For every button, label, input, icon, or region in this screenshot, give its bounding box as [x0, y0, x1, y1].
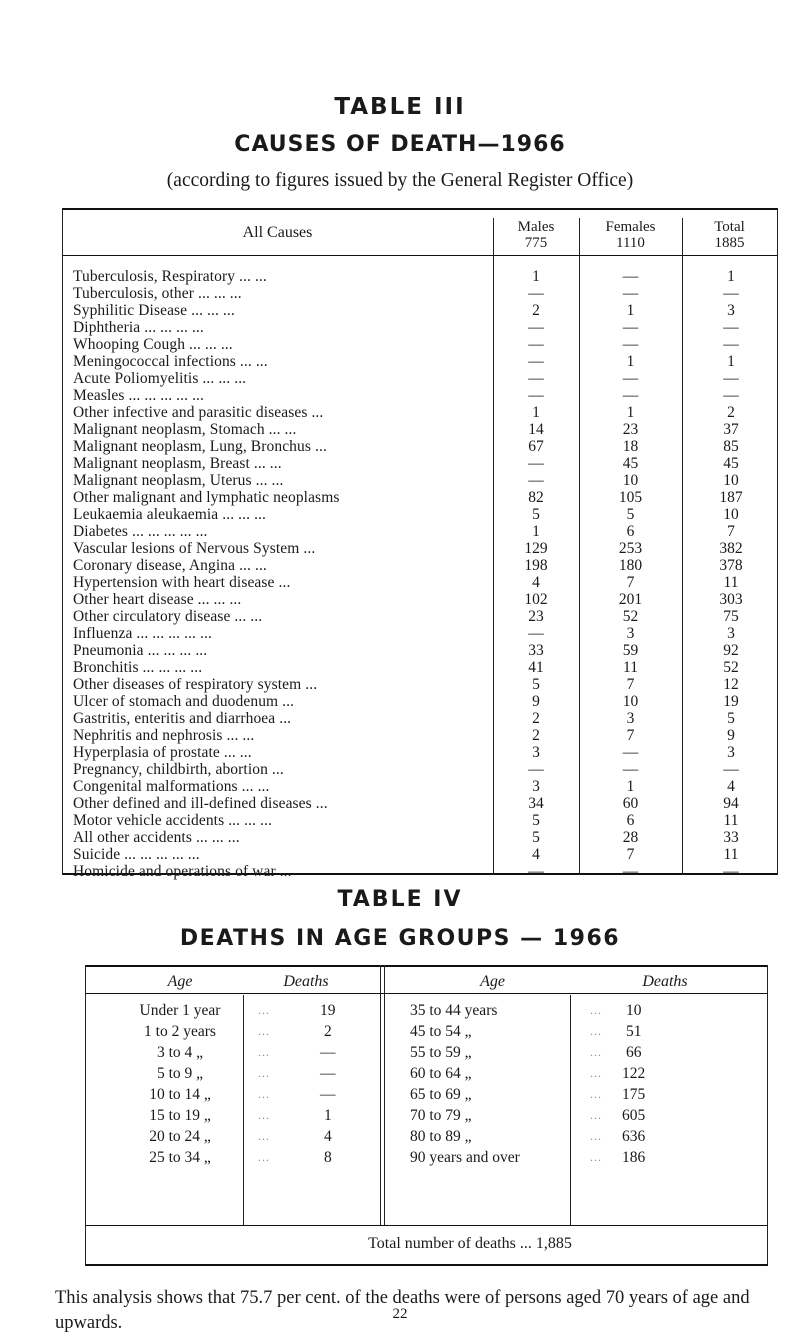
deaths-value: 2	[324, 1023, 332, 1040]
deaths-value: —	[320, 1086, 336, 1103]
males-value: 5	[532, 829, 540, 846]
age-group-label: 25 to 34 „	[149, 1149, 211, 1166]
table-row	[0, 829, 800, 847]
age-group-label: 35 to 44 years	[410, 1002, 498, 1019]
females-value: 45	[622, 455, 639, 472]
females-value: 7	[626, 574, 635, 591]
total-value: 52	[723, 659, 739, 676]
table-row	[0, 540, 800, 558]
total-value: 85	[723, 438, 739, 455]
total-value: —	[723, 761, 739, 778]
total-value: 382	[719, 540, 743, 557]
leader-dots: ...	[590, 1108, 602, 1122]
header-age-right: Age	[480, 973, 505, 990]
deaths-cell	[580, 1127, 710, 1146]
header-males-total: 775	[524, 235, 548, 251]
deaths-cell	[580, 1064, 710, 1083]
deaths-cell	[580, 1043, 710, 1062]
cause-label: Bronchitis ... ... ... ...	[73, 659, 203, 676]
age-group-label: 15 to 19 „	[149, 1107, 211, 1124]
header-total	[682, 219, 777, 251]
females-value: 253	[618, 540, 643, 557]
total-value: 7	[727, 523, 735, 540]
table-row	[0, 523, 800, 541]
total-value: 1	[727, 353, 735, 370]
total-value: 378	[719, 557, 743, 574]
males-value: 102	[524, 591, 548, 608]
table-row	[0, 489, 800, 507]
total-value: 303	[719, 591, 743, 608]
leader-dots: ...	[590, 1003, 602, 1017]
cause-label: Tuberculosis, other ... ... ...	[73, 285, 242, 302]
table-row	[0, 863, 800, 881]
males-value: 33	[528, 642, 544, 659]
males-value: 34	[528, 795, 544, 812]
females-value: 60	[622, 795, 639, 812]
table-row	[0, 421, 800, 439]
total-value: 4	[727, 778, 735, 795]
deaths-value: 8	[324, 1149, 332, 1166]
deaths-value: 175	[622, 1086, 646, 1103]
header-females-total: 1110	[616, 235, 645, 251]
cause-label: Motor vehicle accidents ... ... ...	[73, 812, 272, 829]
cause-label: Diphtheria ... ... ... ...	[73, 319, 204, 336]
leader-dots: ...	[590, 1024, 602, 1038]
table-row	[0, 659, 800, 677]
males-value: 5	[532, 506, 540, 523]
females-value: 28	[622, 829, 639, 846]
females-value: 105	[618, 489, 643, 506]
leader-dots: ...	[590, 1045, 602, 1059]
females-value: —	[622, 319, 639, 336]
females-value: —	[622, 744, 639, 761]
males-value: 198	[524, 557, 548, 574]
total-value: 92	[723, 642, 739, 659]
cause-label: Malignant neoplasm, Uterus ... ...	[73, 472, 284, 489]
deaths-value: —	[320, 1044, 336, 1061]
total-value: 45	[723, 455, 739, 472]
table-row	[0, 455, 800, 473]
leader-dots: ...	[258, 1108, 270, 1122]
header-females-label: Females	[605, 219, 656, 235]
header-age-left: Age	[167, 973, 193, 990]
total-value: 3	[727, 302, 735, 319]
deaths-cell	[250, 1064, 362, 1083]
males-value: 67	[528, 438, 544, 455]
leader-dots: ...	[258, 1045, 270, 1059]
table-row	[0, 608, 800, 626]
total-value: 10	[723, 506, 739, 523]
header-all-causes: All Causes	[242, 224, 313, 241]
leader-dots: ...	[258, 1003, 270, 1017]
deaths-cell	[250, 1085, 362, 1104]
deaths-cell	[250, 1127, 362, 1146]
total-value: 19	[723, 693, 739, 710]
table-row	[0, 302, 800, 320]
males-value: 2	[532, 302, 540, 319]
table-row	[0, 676, 800, 694]
cause-label: Whooping Cough ... ... ...	[73, 336, 233, 353]
total-value: 10	[723, 472, 739, 489]
header-total-label: Total	[714, 219, 745, 235]
deaths-value: —	[320, 1065, 336, 1082]
age-group-label: 3 to 4 „	[156, 1044, 204, 1061]
table-row	[0, 812, 800, 830]
age-group-label: 55 to 59 „	[410, 1044, 472, 1061]
females-value: 10	[622, 472, 639, 489]
age-group-label: 65 to 69 „	[410, 1086, 472, 1103]
header-males	[493, 219, 579, 251]
cause-label: Gastritis, enteritis and diarrhoea ...	[73, 710, 292, 727]
males-value: 5	[532, 676, 540, 693]
males-value: 82	[528, 489, 544, 506]
table-row	[0, 693, 800, 711]
cause-label: Diabetes ... ... ... ... ...	[73, 523, 208, 540]
males-value: 4	[532, 574, 540, 591]
cause-label: Acute Poliomyelitis ... ... ...	[73, 370, 247, 387]
males-value: 3	[532, 744, 540, 761]
header-males-label: Males	[517, 219, 555, 235]
total-value: 12	[723, 676, 739, 693]
cause-label: Other heart disease ... ... ...	[73, 591, 242, 608]
males-value: —	[528, 336, 544, 353]
total-value: 37	[723, 421, 739, 438]
females-value: —	[622, 863, 639, 880]
total-value: 75	[723, 608, 739, 625]
cause-label: Tuberculosis, Respiratory ... ...	[73, 268, 267, 285]
leader-dots: ...	[258, 1087, 270, 1101]
deaths-value: 1	[324, 1107, 332, 1124]
females-value: —	[622, 761, 639, 778]
males-value: —	[528, 455, 544, 472]
cause-label: Vascular lesions of Nervous System ...	[73, 540, 316, 557]
cause-label: Other defined and ill-defined diseases ...	[73, 795, 328, 812]
age-group-label: Under 1 year	[139, 1002, 221, 1019]
cause-label: All other accidents ... ... ...	[73, 829, 240, 846]
table4-header-rule	[85, 993, 768, 994]
header-total-total: 1885	[714, 235, 745, 251]
cause-label: Other infective and parasitic diseases ...	[73, 404, 324, 421]
leader-dots: ...	[258, 1150, 270, 1164]
table3-note: (according to figures issued by the General Register Office)	[166, 170, 634, 191]
cause-label: Syphilitic Disease ... ... ...	[73, 302, 235, 319]
females-value: 23	[622, 421, 639, 438]
age-group-label: 1 to 2 years	[144, 1023, 216, 1040]
males-value: —	[528, 863, 544, 880]
males-value: 9	[532, 693, 540, 710]
total-value: 11	[723, 812, 739, 829]
table4-bottom-rule	[85, 1264, 768, 1266]
cause-label: Malignant neoplasm, Lung, Bronchus ...	[73, 438, 327, 455]
table4-left-border	[85, 965, 86, 1265]
males-value: 14	[528, 421, 544, 438]
total-value: —	[723, 863, 739, 880]
males-value: —	[528, 370, 544, 387]
table4-top-rule	[85, 965, 768, 967]
table-row	[0, 319, 800, 337]
males-value: 3	[532, 778, 540, 795]
deaths-cell	[250, 1001, 362, 1020]
total-value: 5	[727, 710, 735, 727]
table-row	[0, 404, 800, 422]
cause-label: Nephritis and nephrosis ... ...	[73, 727, 255, 744]
cause-label: Pregnancy, childbirth, abortion ...	[73, 761, 284, 778]
table4-center-divider-b	[384, 965, 385, 1225]
males-value: 1	[532, 404, 540, 421]
table-row	[0, 574, 800, 592]
table-row	[0, 472, 800, 490]
deaths-cell	[580, 1148, 710, 1167]
table-row	[0, 625, 800, 643]
deaths-value: 10	[626, 1002, 642, 1019]
cause-label: Hyperplasia of prostate ... ...	[73, 744, 252, 761]
table4-center-divider-a	[380, 965, 381, 1225]
table3-header-rule	[62, 255, 778, 256]
males-value: —	[528, 472, 544, 489]
table-row	[0, 591, 800, 609]
females-value: 5	[626, 506, 635, 523]
age-group-label: 60 to 64 „	[410, 1065, 472, 1082]
leader-dots: ...	[590, 1066, 602, 1080]
females-value: 11	[623, 659, 638, 676]
table-row	[0, 727, 800, 745]
cause-label: Malignant neoplasm, Breast ... ...	[73, 455, 282, 472]
total-value: 33	[723, 829, 739, 846]
females-value: 18	[622, 438, 639, 455]
males-value: —	[528, 761, 544, 778]
deaths-value: 605	[622, 1107, 646, 1124]
males-value: —	[528, 625, 544, 642]
analysis-paragraph: This analysis shows that 75.7 per cent. of the deaths were of persons aged 70 years of age and upwards.	[55, 1288, 750, 1333]
females-value: 6	[626, 523, 635, 540]
deaths-value: 186	[622, 1149, 646, 1166]
deaths-cell	[250, 1106, 362, 1125]
leader-dots: ...	[590, 1087, 602, 1101]
total-value: —	[723, 319, 739, 336]
females-value: 1	[626, 778, 635, 795]
males-value: —	[528, 319, 544, 336]
males-value: 1	[532, 268, 540, 285]
table4-total-rule	[85, 1225, 768, 1226]
deaths-cell	[250, 1148, 362, 1167]
females-value: 6	[626, 812, 635, 829]
males-value: —	[528, 353, 544, 370]
age-group-label: 5 to 9 „	[156, 1065, 204, 1082]
cause-label: Other malignant and lymphatic neoplasms	[73, 489, 340, 506]
females-value: 7	[626, 727, 635, 744]
table-row	[0, 387, 800, 405]
females-value: —	[622, 387, 639, 404]
total-value: —	[723, 370, 739, 387]
females-value: 1	[626, 302, 635, 319]
page-number: 22	[392, 1306, 408, 1322]
deaths-value: 19	[320, 1002, 336, 1019]
header-deaths-left: Deaths	[283, 973, 329, 990]
total-value: —	[723, 336, 739, 353]
females-value: 3	[626, 625, 635, 642]
cause-label: Homicide and operations of war ...	[73, 863, 292, 880]
total-value: 3	[727, 744, 735, 761]
leader-dots: ...	[590, 1129, 602, 1143]
age-group-label: 80 to 89 „	[410, 1128, 472, 1145]
total-value: 11	[723, 574, 739, 591]
table-row	[0, 642, 800, 660]
age-group-label: 90 years and over	[410, 1149, 520, 1166]
cause-label: Influenza ... ... ... ... ...	[73, 625, 212, 642]
deaths-cell	[250, 1022, 362, 1041]
total-value: 11	[723, 846, 739, 863]
deaths-cell	[580, 1106, 710, 1125]
total-value: 2	[727, 404, 735, 421]
header-females	[579, 219, 682, 251]
deaths-value: 636	[622, 1128, 646, 1145]
leader-dots: ...	[590, 1150, 602, 1164]
table-row	[0, 744, 800, 762]
age-group-label: 10 to 14 „	[149, 1086, 211, 1103]
males-value: 5	[532, 812, 540, 829]
deaths-value: 4	[324, 1128, 332, 1145]
leader-dots: ...	[258, 1066, 270, 1080]
table-row	[0, 710, 800, 728]
females-value: 3	[626, 710, 635, 727]
cause-label: Hypertension with heart disease ...	[73, 574, 291, 591]
cause-label: Ulcer of stomach and duodenum ...	[73, 693, 295, 710]
cause-label: Coronary disease, Angina ... ...	[73, 557, 267, 574]
total-value: 187	[719, 489, 743, 506]
deaths-value: 122	[622, 1065, 646, 1082]
females-value: 52	[622, 608, 639, 625]
table-row	[0, 506, 800, 524]
table-row	[0, 438, 800, 456]
total-value: —	[723, 387, 739, 404]
females-value: 180	[618, 557, 643, 574]
table3-label: TABLE III	[334, 94, 466, 120]
males-value: —	[528, 387, 544, 404]
deaths-cell	[580, 1022, 710, 1041]
males-value: 1	[532, 523, 540, 540]
cause-label: Leukaemia aleukaemia ... ... ...	[73, 506, 266, 523]
males-value: 41	[528, 659, 544, 676]
cause-label: Suicide ... ... ... ... ...	[73, 846, 200, 863]
females-value: —	[622, 336, 639, 353]
females-value: 1	[626, 404, 635, 421]
table-row	[0, 761, 800, 779]
deaths-value: 66	[626, 1044, 642, 1061]
females-value: 7	[626, 846, 635, 863]
table-row	[0, 268, 800, 286]
cause-label: Pneumonia ... ... ... ...	[73, 642, 208, 659]
total-value: 94	[723, 795, 739, 812]
males-value: 129	[524, 540, 548, 557]
table-row	[0, 557, 800, 575]
deaths-value: 51	[626, 1023, 642, 1040]
total-value: 3	[727, 625, 735, 642]
females-value: 1	[626, 353, 635, 370]
cause-label: Malignant neoplasm, Stomach ... ...	[73, 421, 297, 438]
table3-top-rule	[62, 208, 778, 210]
table-row	[0, 795, 800, 813]
females-value: 201	[618, 591, 643, 608]
leader-dots: ...	[258, 1129, 270, 1143]
age-group-label: 20 to 24 „	[149, 1128, 211, 1145]
males-value: 23	[528, 608, 544, 625]
males-value: 2	[532, 727, 540, 744]
table4-label: TABLE IV	[337, 887, 463, 912]
females-value: 10	[622, 693, 639, 710]
table-row	[0, 846, 800, 864]
cause-label: Measles ... ... ... ... ...	[73, 387, 204, 404]
females-value: —	[622, 285, 639, 302]
deaths-cell	[580, 1085, 710, 1104]
table-row	[0, 778, 800, 796]
total-deaths-line: Total number of deaths ... 1,885	[368, 1235, 572, 1252]
leader-dots: ...	[258, 1024, 270, 1038]
table-row	[0, 285, 800, 303]
table-row	[0, 336, 800, 354]
males-value: 4	[532, 846, 540, 863]
total-value: 9	[727, 727, 735, 744]
cause-label: Other diseases of respiratory system ...	[73, 676, 318, 693]
total-value: —	[723, 285, 739, 302]
cause-label: Meningococcal infections ... ...	[73, 353, 268, 370]
age-group-label: 70 to 79 „	[410, 1107, 472, 1124]
table-row	[0, 353, 800, 371]
total-value: 1	[727, 268, 735, 285]
age-group-label: 45 to 54 „	[410, 1023, 472, 1040]
males-value: 2	[532, 710, 540, 727]
females-value: 7	[626, 676, 635, 693]
header-deaths-right: Deaths	[642, 973, 688, 990]
females-value: 59	[622, 642, 639, 659]
males-value: —	[528, 285, 544, 302]
table-row	[0, 370, 800, 388]
females-value: —	[622, 268, 639, 285]
deaths-cell	[250, 1043, 362, 1062]
table4-title: DEATHS IN AGE GROUPS — 1966	[179, 926, 621, 951]
table3-title: CAUSES OF DEATH—1966	[234, 132, 566, 157]
table4-right-border	[767, 965, 768, 1265]
deaths-cell	[580, 1001, 710, 1020]
females-value: —	[622, 370, 639, 387]
cause-label: Congenital malformations ... ...	[73, 778, 270, 795]
cause-label: Other circulatory disease ... ...	[73, 608, 263, 625]
